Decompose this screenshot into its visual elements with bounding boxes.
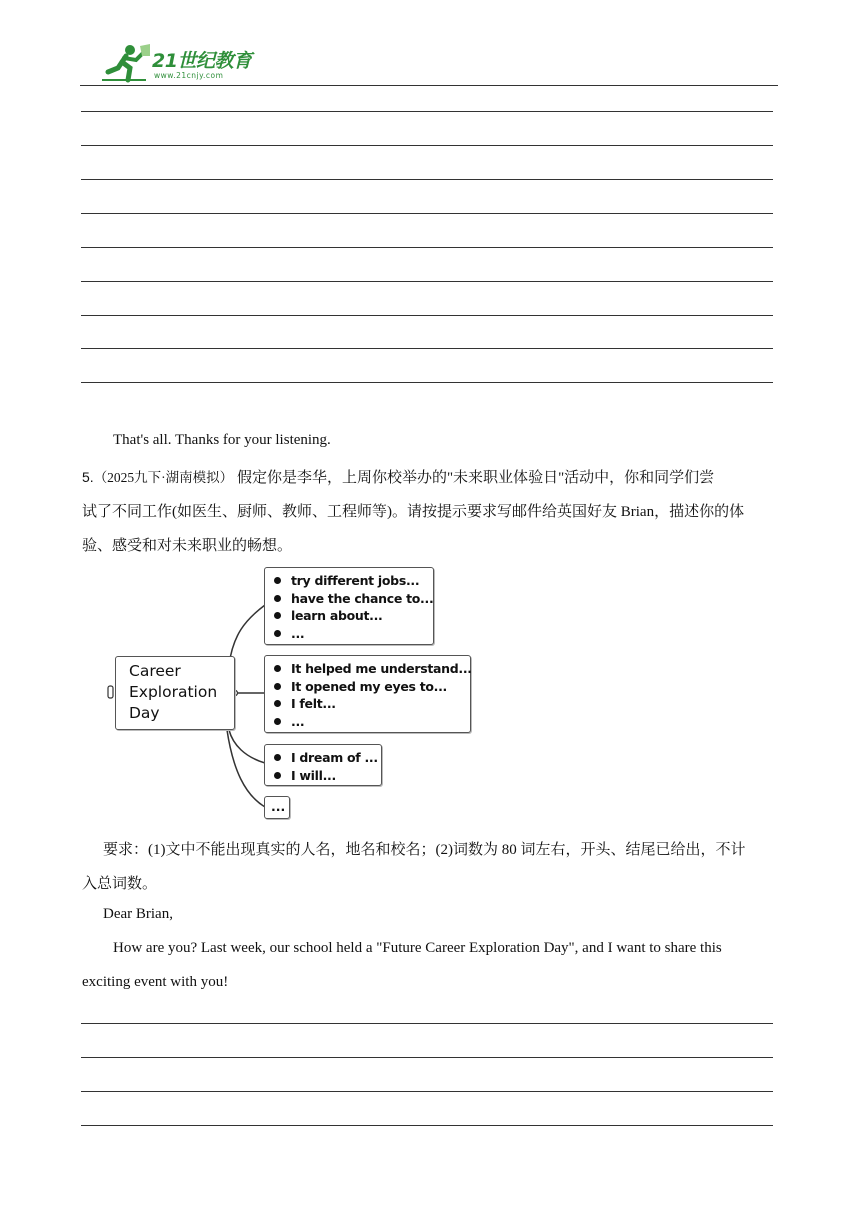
central-word-2: Exploration [129,683,218,701]
writing-line [81,179,773,180]
mind-map-central-node [115,656,235,730]
central-word-3: Day [129,704,160,722]
mind-map-branch-future [264,744,382,786]
question-source: （2025九下·湖南模拟） [93,470,234,485]
mind-map-branch-experience [264,567,434,645]
bullet-item: have the chance to... [271,590,433,608]
writing-line [81,382,773,383]
question-line-1: 5.（2025九下·湖南模拟） 假定你是李华，上周你校举办的"未来职业体验日"活动中，你和同学们尝 [82,469,715,486]
logo-url: www.21cnjy.com [154,71,224,80]
bullet-item: ... [271,625,433,643]
writing-line [81,315,773,316]
central-word-1: Career [129,662,181,680]
bullet-item: It helped me understand... [271,660,470,678]
mind-map-branch-more: ... [264,796,290,819]
writing-line [81,247,773,248]
question-line-2: 试了不同工作(如医生、厨师、教师、工程师等)。请按提示要求写邮件给英国好友 Brian，描述你的体 [82,504,745,520]
bullet-item: I dream of ... [271,749,381,767]
closing-line: That's all. Thanks for your listening. [113,432,331,448]
logo-text: 21世纪教育 [152,50,252,72]
bullet-item: try different jobs... [271,572,433,590]
mind-map [105,565,485,827]
writing-line [81,1091,773,1092]
runner-logo-icon [100,42,152,86]
bullet-item: learn about... [271,607,433,625]
writing-line [81,348,773,349]
writing-line [81,1023,773,1024]
writing-line [81,145,773,146]
letter-greeting: Dear Brian, [103,906,173,922]
requirements-line-1: 要求：(1)文中不能出现真实的人名，地名和校名；(2)词数为 80 词左右，开头、结尾已给出，不计 [103,842,746,858]
writing-line [81,1125,773,1126]
letter-body-line-1: How are you? Last week, our school held a "Future Career Exploration Day", and I want to share this [113,940,722,956]
header-rule [80,85,778,86]
logo [100,42,280,86]
bullet-item: I felt... [271,695,470,713]
writing-line [81,281,773,282]
writing-line [81,111,773,112]
letter-body-line-2: exciting event with you! [82,974,229,990]
writing-line [81,1057,773,1058]
mind-map-branch-feelings [264,655,471,733]
question-number: 5 [82,469,90,485]
writing-line [81,213,773,214]
bullet-item: It opened my eyes to... [271,678,470,696]
bullet-item: ... [271,713,470,731]
question-line-3: 验、感受和对未来职业的畅想。 [82,538,293,554]
question-text-1: 假定你是李华，上周你校举办的"未来职业体验日"活动中，你和同学们尝 [236,470,715,486]
requirements-line-2: 入总词数。 [82,876,158,892]
bullet-item: I will... [271,767,381,785]
